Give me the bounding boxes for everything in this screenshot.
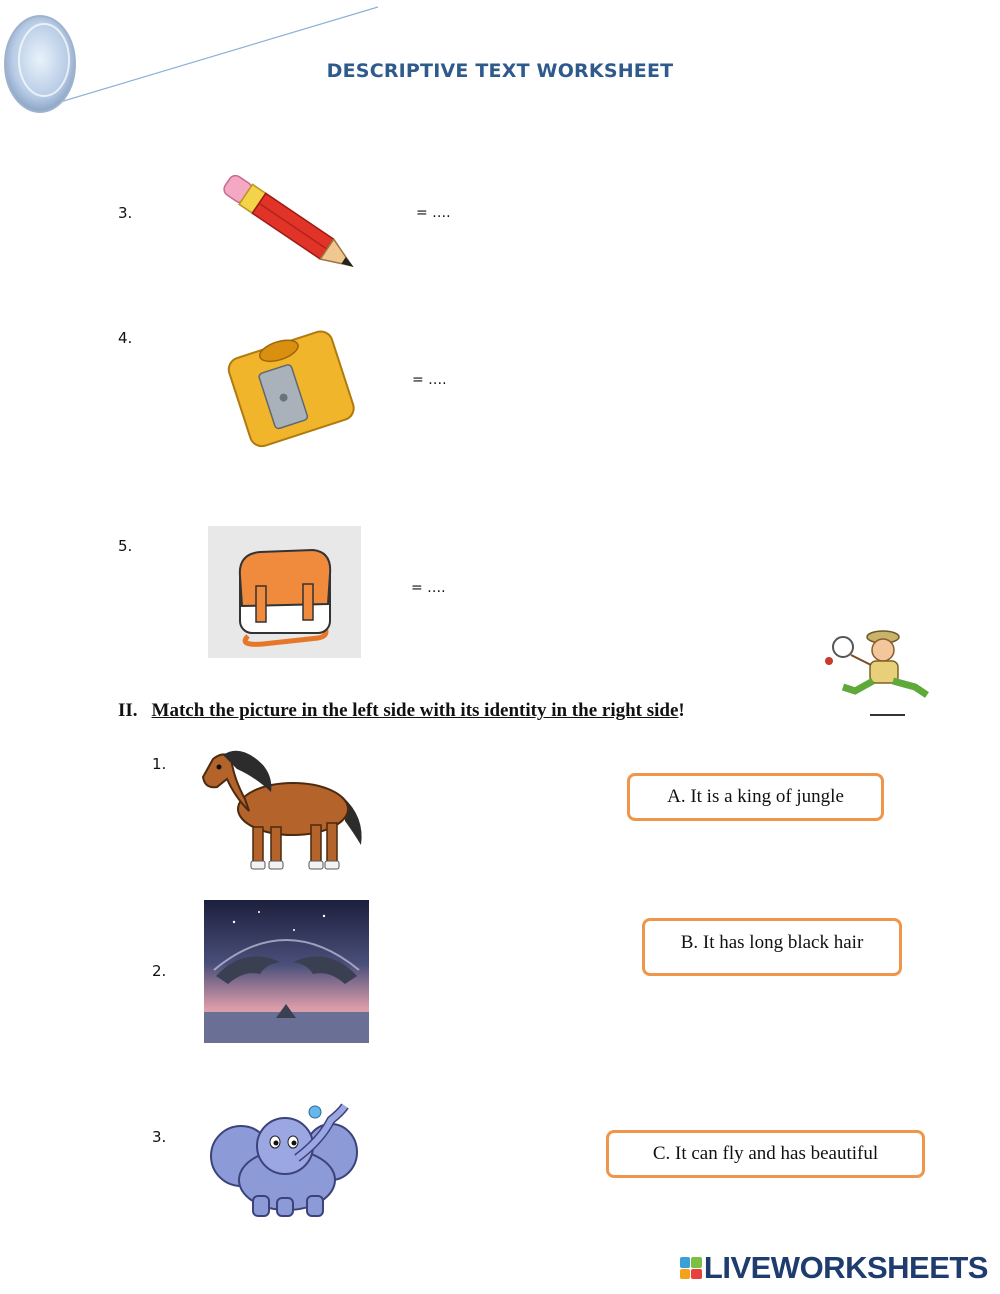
page-title: DESCRIPTIVE TEXT WORKSHEET <box>326 60 674 82</box>
explorer-picture <box>815 625 940 720</box>
section-heading <box>118 700 685 722</box>
answer-blank[interactable]: = …. <box>411 580 446 596</box>
item-number: 3. <box>118 204 133 222</box>
liveworksheets-logo <box>680 1250 988 1286</box>
horse-picture[interactable] <box>193 737 373 877</box>
section-number: II. <box>118 700 138 721</box>
option-a[interactable]: A. It is a king of jungle <box>627 773 884 821</box>
pencil-picture <box>195 165 375 280</box>
item-number: 5. <box>118 537 133 555</box>
sharpener-picture <box>218 323 363 448</box>
picture-number: 3. <box>152 1128 167 1146</box>
bag-picture <box>208 526 361 658</box>
answer-blank[interactable]: = …. <box>412 372 447 388</box>
elephant-picture[interactable] <box>203 1100 365 1220</box>
instruction-punct: ! <box>678 700 685 721</box>
answer-blank[interactable]: = …. <box>416 205 451 221</box>
item-number: 4. <box>118 329 133 347</box>
live-logo-icon <box>680 1257 702 1279</box>
picture-number: 1. <box>152 755 167 773</box>
dolphins-picture[interactable] <box>204 900 369 1043</box>
option-b[interactable]: B. It has long black hair <box>642 918 902 976</box>
section-instruction: Match the picture in the left side with its identity in the right side <box>151 700 679 721</box>
option-c[interactable]: C. It can fly and has beautiful <box>606 1130 925 1178</box>
picture-number: 2. <box>152 962 167 980</box>
brand-name: LIVEWORKSHEETS <box>703 1250 988 1285</box>
